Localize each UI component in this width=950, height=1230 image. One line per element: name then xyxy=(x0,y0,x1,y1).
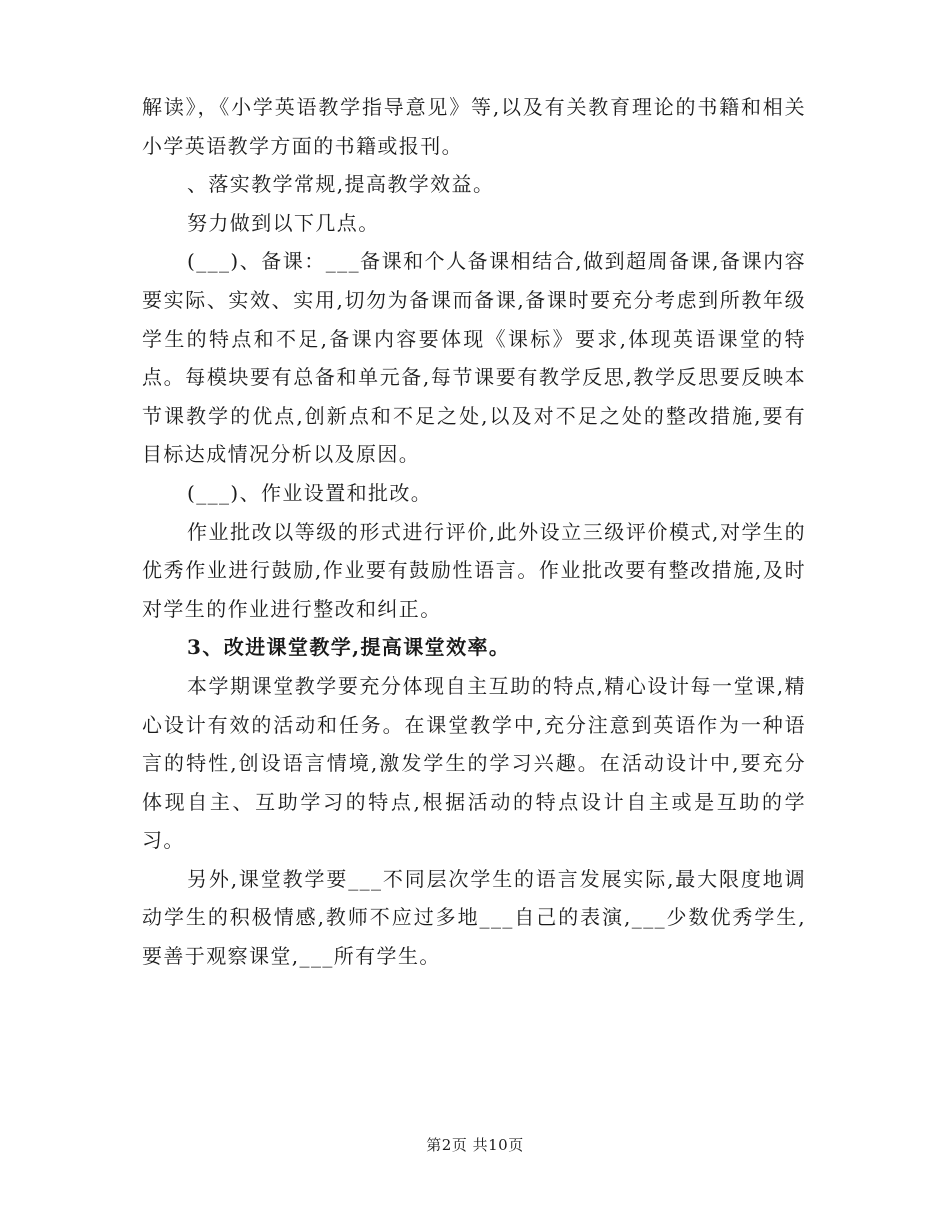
paragraph-3: 努力做到以下几点。 xyxy=(187,210,380,235)
paragraph-6: 作业批改以等级的形式进行评价,此外设立三级评价模式,对学生的优秀作业进行鼓励,作业要有鼓励性语言。作业批改要有整改措施,及时对学生的作业进行整改和纠正。 xyxy=(142,519,806,621)
paragraph-9: 另外,课堂教学要___不同层次学生的语言发展实际,最大限度地调动学生的积极情感,教师不应过多地___自己的表演,___少数优秀学生,要善于观察课堂,___所有学生。 xyxy=(142,866,806,969)
document-body xyxy=(142,88,806,976)
page-number-footer: 第2页 共10页 xyxy=(426,1136,524,1154)
section-heading: 3、改进课堂教学,提高课堂效率。 xyxy=(187,635,511,660)
paragraph-2: 、落实教学常规,提高教学效益。 xyxy=(187,172,495,197)
paragraph-4: (___)、备课：___备课和个人备课相结合,做到超周备课,备课内容要实际、实效、实用,切勿为备课而备课,备课时要充分考虑到所教年级学生的特点和不足,备课内容要体现《课标》要求,体现英语课堂的特点。每模块要有总备和单元备,每节课要有教学反思,教学反思要反映本节课教学的优点,创新点和不足之处,以及对不足之处的整改措施,要有目标达成情况分析以及原因。 xyxy=(142,249,806,467)
paragraph-5: (___)、作业设置和批改。 xyxy=(187,480,433,505)
paragraph-8: 本学期课堂教学要充分体现自主互助的特点,精心设计每一堂课,精心设计有效的活动和任务。在课堂教学中,充分注意到英语作为一种语言的特性,创设语言情境,激发学生的学习兴趣。在活动设计中,要充分体现自主、互助学习的特点,根据活动的特点设计自主或是互助的学习。 xyxy=(142,673,806,853)
paragraph-1: 解读》，《小学英语教学指导意见》等,以及有关教育理论的书籍和相关小学英语教学方面的书籍或报刊。 xyxy=(142,95,806,158)
